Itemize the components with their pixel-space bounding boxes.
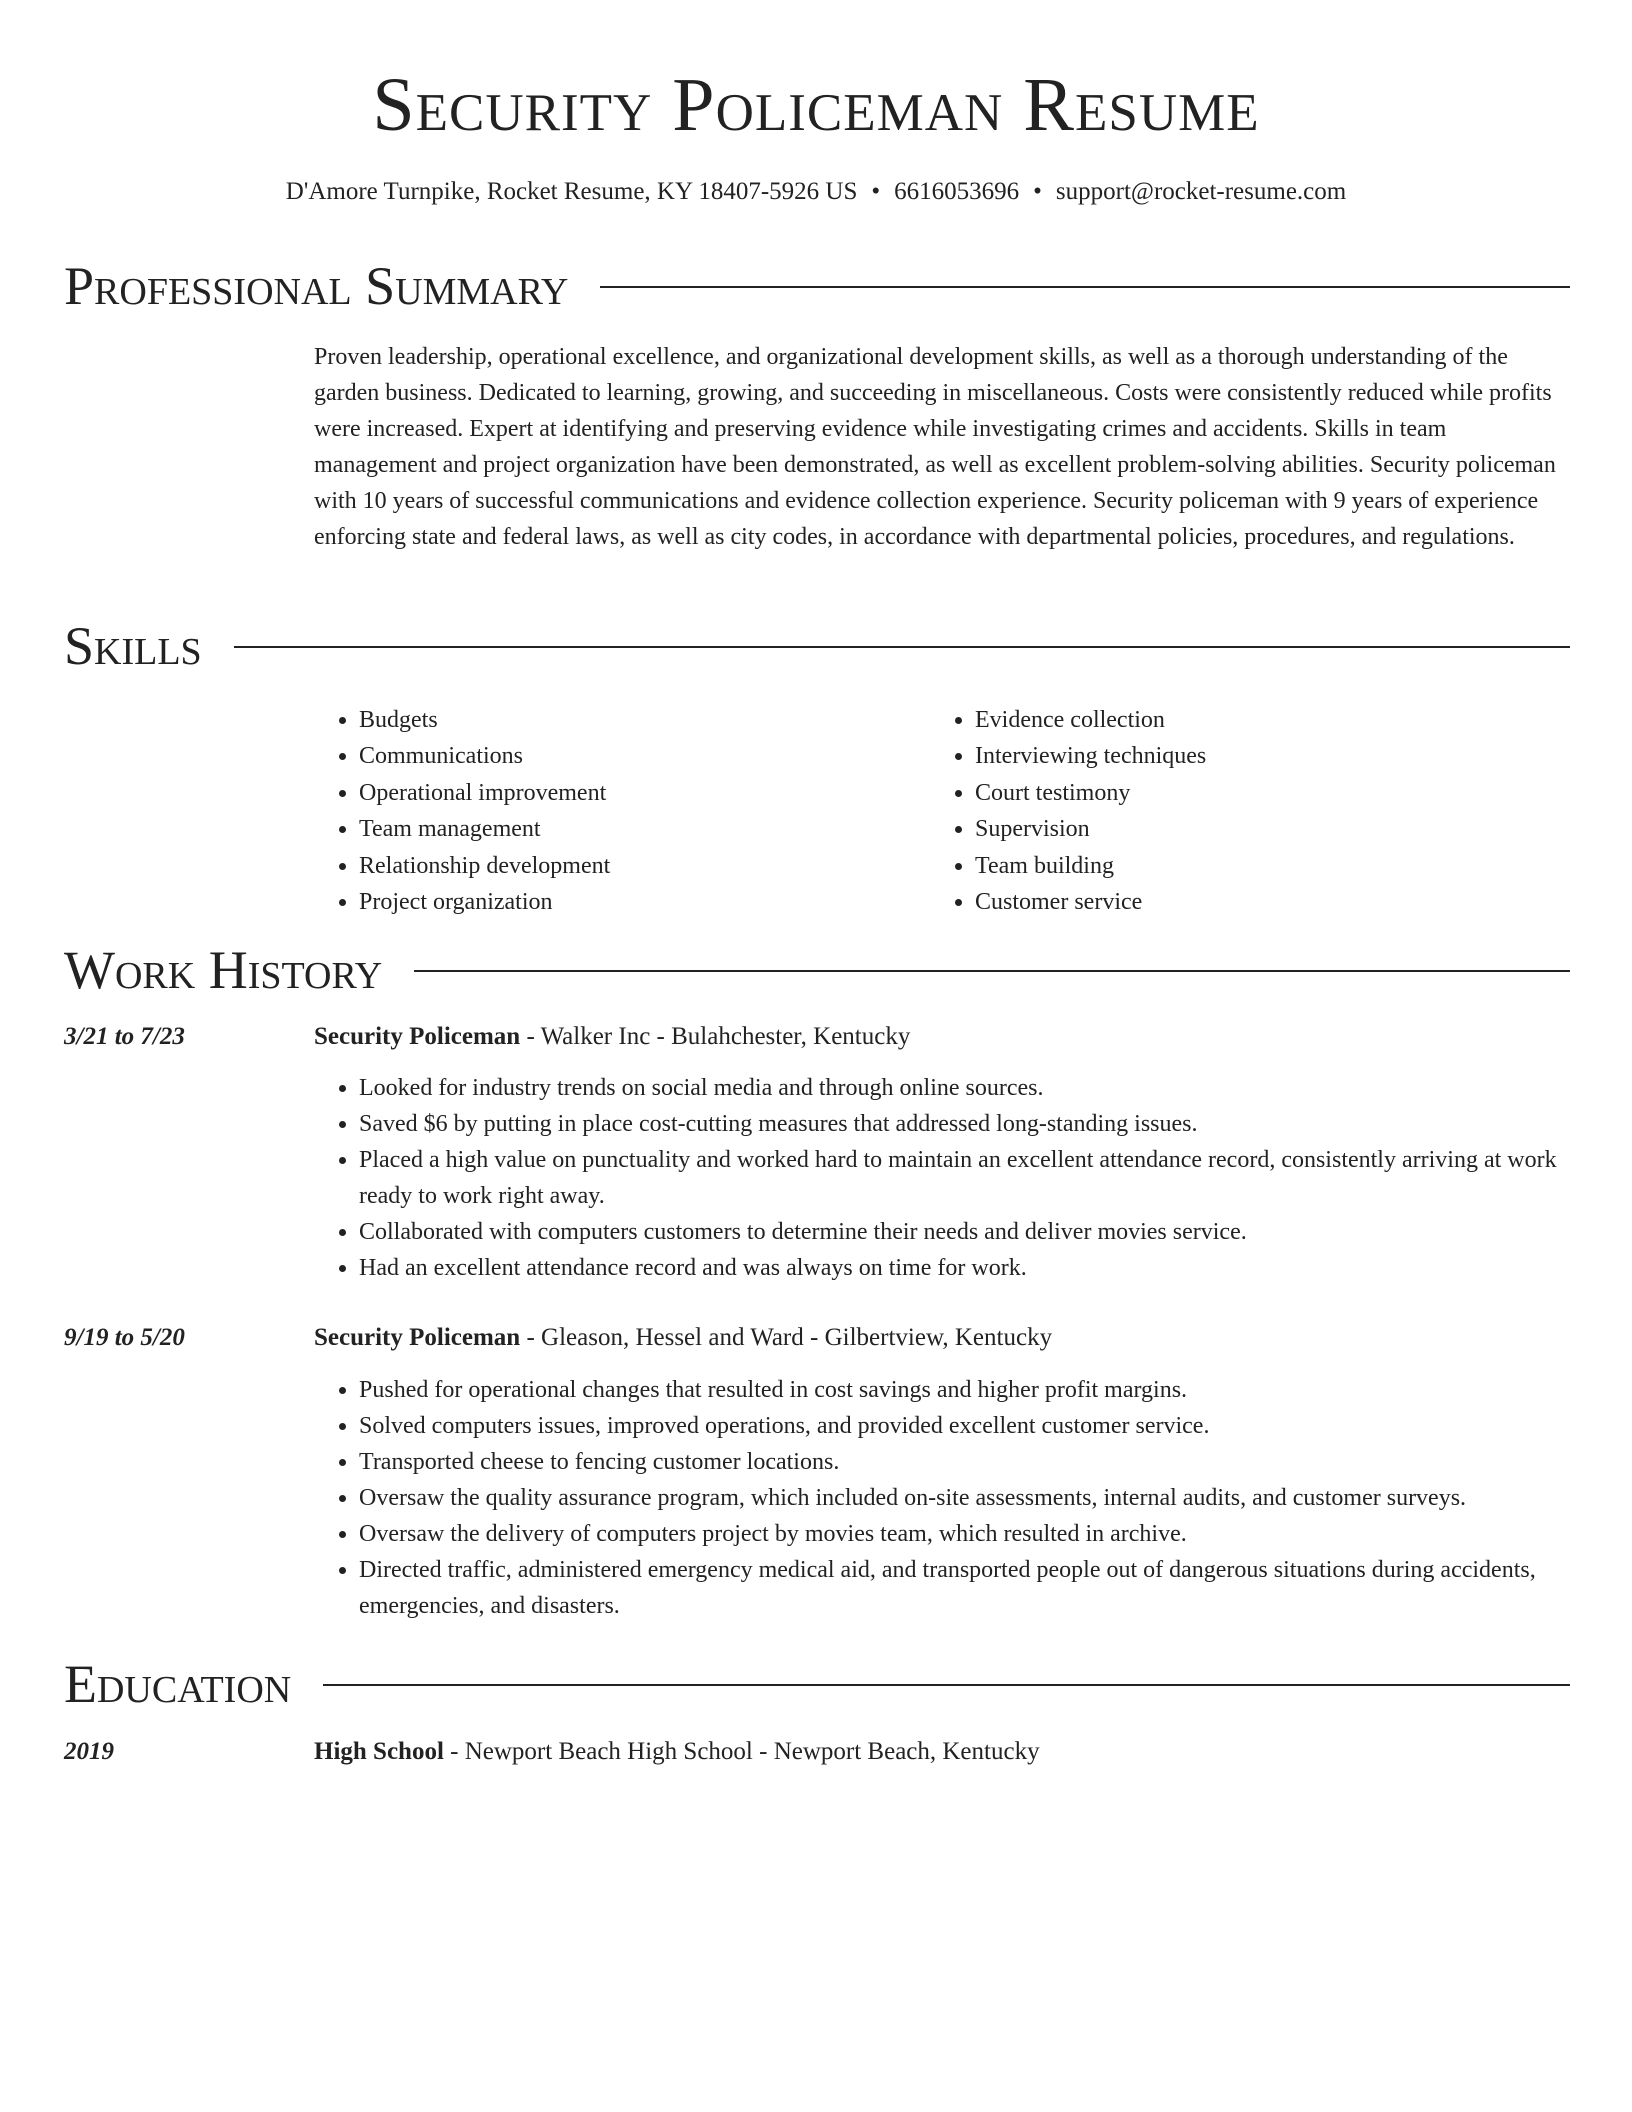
job-bullet: • Transported cheese to fencing customer locations. [359,1444,1615,1480]
contact-separator: • [871,178,881,205]
section-rule [414,970,1570,972]
contact-phone: 6616053696 [894,178,1020,205]
job-details: - Walker Inc - Bulahchester, Kentucky [520,1023,911,1050]
education-details: - Newport Beach High School - Newport Beach, Kentucky [443,1738,1040,1765]
contact-line [0,176,1632,208]
resume-title: Security Policeman Resume [372,63,1260,147]
section-professional-summary [64,254,1570,318]
job-bullets [314,1372,1615,1624]
job-heading [314,1321,1570,1355]
skill-item: • Team building [975,848,1535,884]
skill-item: • Court testimony [975,775,1535,811]
job-bullet: • Placed a high value on punctuality and worked hard to maintain an excellent attendance record, consistently arriving at work ready to work right away. [359,1142,1615,1214]
skill-item: • Customer service [975,884,1535,920]
skill-item: • Evidence collection [975,702,1535,738]
job-bullet: • Looked for industry trends on social media and through online sources. [359,1070,1615,1106]
contact-separator: • [1033,178,1042,205]
job-title: Security Policeman [314,1324,521,1351]
job-title: Security Policeman [314,1023,521,1050]
skill-item: • Communications [359,738,919,774]
skill-item: • Budgets [359,702,919,738]
section-rule [234,646,1570,648]
section-rule [600,286,1570,288]
skill-item: • Operational improvement [359,775,919,811]
education-degree: High School [314,1738,444,1765]
job-bullet: • Had an excellent attendance record and was always on time for work. [359,1250,1615,1286]
section-education [64,1652,1570,1716]
section-heading: Education [64,1654,292,1714]
section-skills [64,614,1570,678]
skills-column-left [314,702,919,920]
contact-email: support@rocket-resume.com [1055,178,1347,205]
summary-text: Proven leadership, operational excellence, and organizational development skills, as well as a thorough understanding of the garden business. Dedicated to learning, growing, and succeeding in miscellaneous. Costs were consistently reduced while profits were increased. Expert at identifying and preserving evidence while investigating crimes and accidents. Skills in team management and project organization have been demonstrated, as well as excellent problem-solving abilities. Security policeman with 10 years of successful communications and evidence collection experience. Security policeman with 9 years of experience enforcing state and federal laws, as well as city codes, in accordance with departmental policies, procedures, and regulations. [314,344,1556,550]
section-rule [323,1684,1570,1686]
job-bullet: • Directed traffic, administered emergency medical aid, and transported people out of dangerous situations during accidents, emergencies, and disasters. [359,1552,1615,1624]
job-bullet: • Solved computers issues, improved operations, and provided excellent customer service. [359,1408,1615,1444]
skill-item: • Interviewing techniques [975,738,1535,774]
skill-item: • Supervision [975,811,1535,847]
job-details: - Gleason, Hessel and Ward - Gilbertview, Kentucky [520,1324,1053,1351]
job-bullets [314,1070,1615,1286]
job-heading [314,1020,1570,1054]
section-work-history [64,938,1570,1002]
job-bullet: • Collaborated with computers customers to determine their needs and deliver movies service. [359,1214,1615,1250]
section-heading: Skills [64,616,202,676]
job-bullet: • Pushed for operational changes that resulted in cost savings and higher profit margins. [359,1372,1615,1408]
skills-column-right [930,702,1535,920]
job-dates: 3/21 to 7/23 [64,1023,185,1050]
contact-address: D'Amore Turnpike, Rocket Resume, KY 18407-5926 US [285,178,858,205]
education-heading [314,1735,1570,1769]
job-bullet: • Oversaw the quality assurance program, which included on-site assessments, internal audits, and customer surveys. [359,1480,1615,1516]
education-year: 2019 [64,1738,114,1765]
section-heading: Professional Summary [64,256,569,316]
job-dates: 9/19 to 5/20 [64,1324,185,1351]
job-bullet: • Saved $6 by putting in place cost-cutting measures that addressed long-standing issues. [359,1106,1615,1142]
skill-item: • Team management [359,811,919,847]
job-bullet: • Oversaw the delivery of computers project by movies team, which resulted in archive. [359,1516,1615,1552]
skill-item: • Relationship development [359,848,919,884]
skill-item: • Project organization [359,884,919,920]
section-heading: Work History [64,940,383,1000]
